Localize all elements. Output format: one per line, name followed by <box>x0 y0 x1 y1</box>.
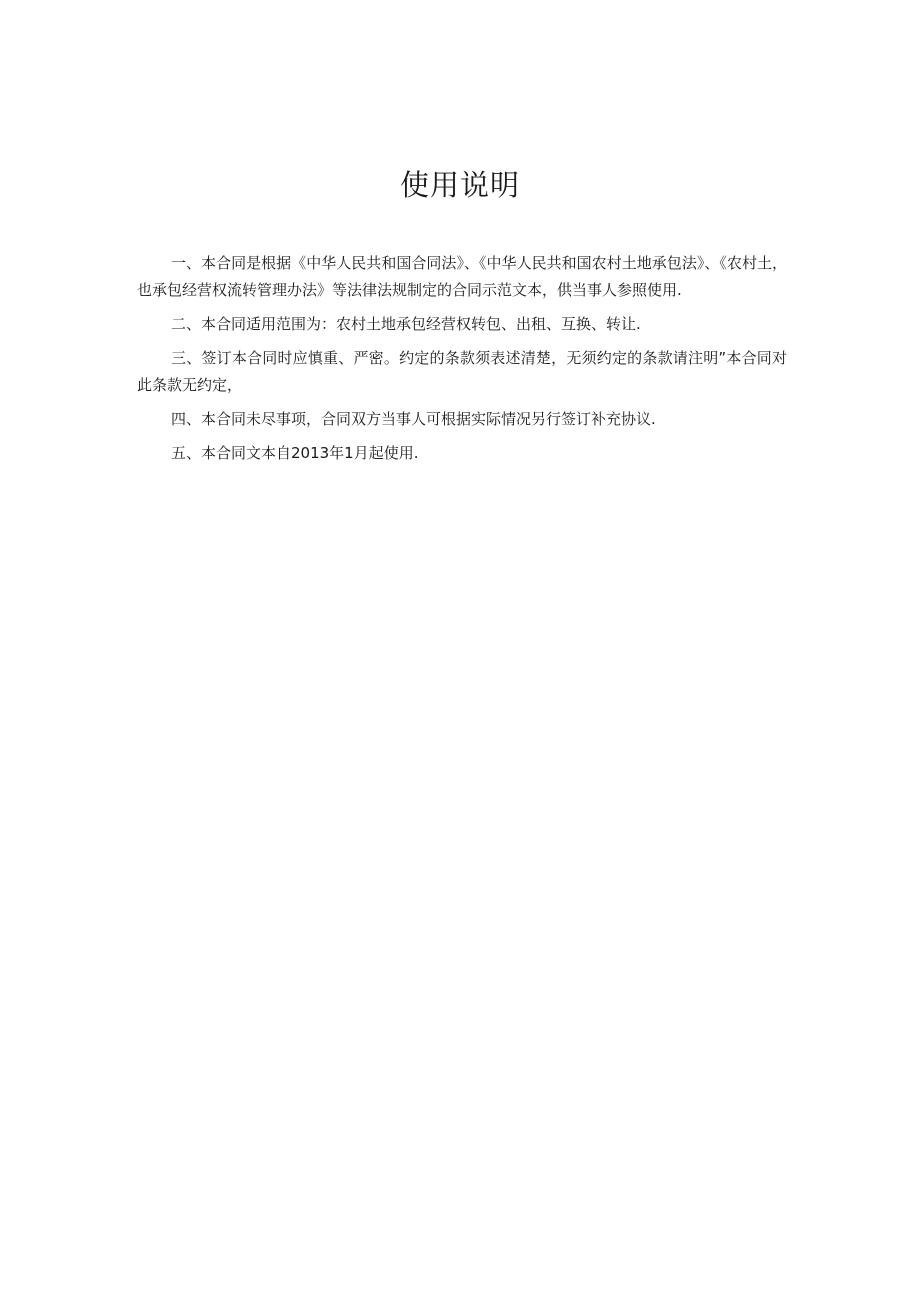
instruction-paragraph-3: 三、签订本合同时应慎重、严密。约定的条款须表述清楚，无须约定的条款请注明”本合同对此条款无约定， <box>137 349 787 394</box>
instruction-paragraph-2: 二、本合同适用范围为：农村土地承包经营权转包、出租、互换、转让. <box>171 315 641 333</box>
instruction-paragraph-1: 一、本合同是根据《中华人民共和国合同法》、《中华人民共和国农村土地承包法》、《农村土，也承包经营权流转管理办法》等法律法规制定的合同示范文本，供当事人参照使用. <box>137 254 787 299</box>
page-title: 使用说明 <box>399 168 520 202</box>
instruction-paragraph-4: 四、本合同未尽事项，合同双方当事人可根据实际情况另行签订补充协议. <box>171 410 656 428</box>
instruction-paragraph-5: 五、本合同文本自2013年1月起使用. <box>171 444 419 462</box>
instructions-body <box>137 250 787 474</box>
